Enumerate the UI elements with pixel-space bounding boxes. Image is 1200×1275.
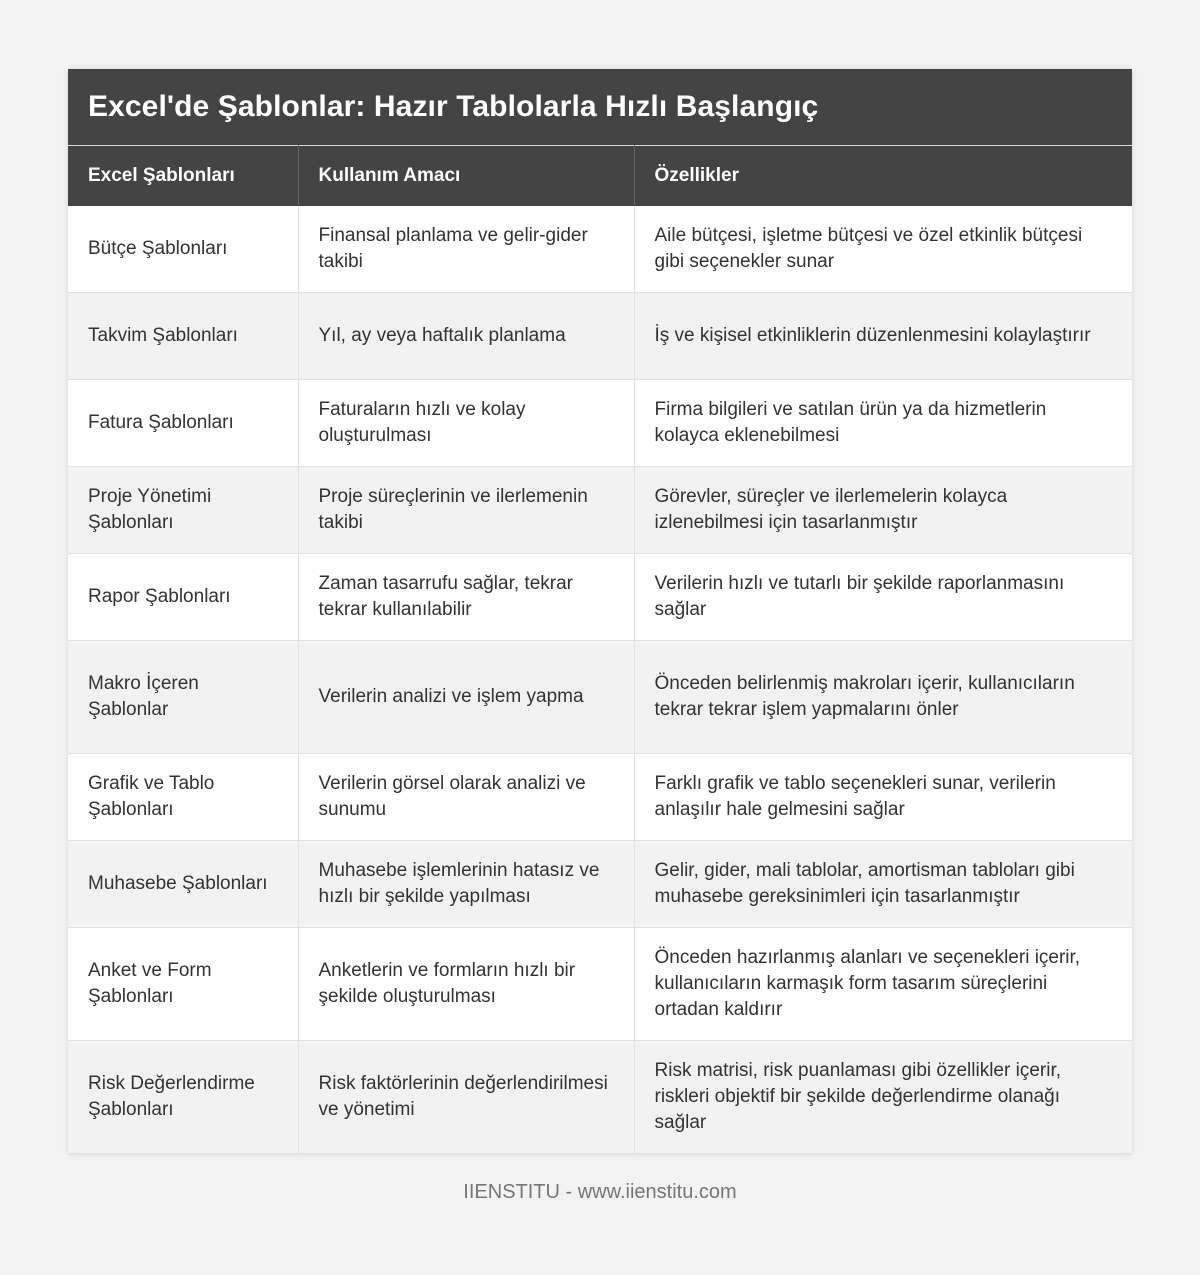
template-name-cell: Anket ve Form Şablonları <box>68 927 298 1040</box>
template-name-cell: Grafik ve Tablo Şablonları <box>68 753 298 840</box>
table-card <box>68 69 1132 1154</box>
table-row <box>68 640 1132 753</box>
features-cell: Aile bütçesi, işletme bütçesi ve özel etkinlik bütçesi gibi seçenekler sunar <box>634 206 1132 293</box>
features-cell: Verilerin hızlı ve tutarlı bir şekilde raporlanmasını sağlar <box>634 553 1132 640</box>
template-name-cell: Proje Yönetimi Şablonları <box>68 466 298 553</box>
table-row <box>68 753 1132 840</box>
table-row <box>68 466 1132 553</box>
features-cell: Önceden hazırlanmış alanları ve seçenekleri içerir, kullanıcıların karmaşık form tasarım süreçlerini ortadan kaldırır <box>634 927 1132 1040</box>
purpose-cell: Verilerin görsel olarak analizi ve sunumu <box>298 753 634 840</box>
purpose-cell: Proje süreçlerinin ve ilerlemenin takibi <box>298 466 634 553</box>
table-row <box>68 840 1132 927</box>
table-row <box>68 1040 1132 1153</box>
title-bar <box>68 69 1132 145</box>
table-row <box>68 292 1132 379</box>
purpose-cell: Zaman tasarrufu sağlar, tekrar tekrar kullanılabilir <box>298 553 634 640</box>
purpose-cell: Yıl, ay veya haftalık planlama <box>298 292 634 379</box>
table-row <box>68 379 1132 466</box>
table-row <box>68 927 1132 1040</box>
purpose-cell: Finansal planlama ve gelir-gider takibi <box>298 206 634 293</box>
column-header-features: Özellikler <box>634 146 1132 206</box>
template-name-cell: Bütçe Şablonları <box>68 206 298 293</box>
features-cell: Gelir, gider, mali tablolar, amortisman tabloları gibi muhasebe gereksinimleri için tasarlanmıştır <box>634 840 1132 927</box>
template-name-cell: Muhasebe Şablonları <box>68 840 298 927</box>
template-name-cell: Makro İçeren Şablonlar <box>68 640 298 753</box>
template-name-cell: Fatura Şablonları <box>68 379 298 466</box>
column-header-purpose: Kullanım Amacı <box>298 146 634 206</box>
purpose-cell: Risk faktörlerinin değerlendirilmesi ve yönetimi <box>298 1040 634 1153</box>
table-header-row <box>68 146 1132 206</box>
purpose-cell: Verilerin analizi ve işlem yapma <box>298 640 634 753</box>
column-header-templates: Excel Şablonları <box>68 146 298 206</box>
features-cell: Farklı grafik ve tablo seçenekleri sunar, verilerin anlaşılır hale gelmesini sağlar <box>634 753 1132 840</box>
purpose-cell: Muhasebe işlemlerinin hatasız ve hızlı bir şekilde yapılması <box>298 840 634 927</box>
features-cell: Risk matrisi, risk puanlaması gibi özellikler içerir, riskleri objektif bir şekilde değerlendirme olanağı sağlar <box>634 1040 1132 1153</box>
features-cell: İş ve kişisel etkinliklerin düzenlenmesini kolaylaştırır <box>634 292 1132 379</box>
features-cell: Firma bilgileri ve satılan ürün ya da hizmetlerin kolayca eklenebilmesi <box>634 379 1132 466</box>
features-cell: Görevler, süreçler ve ilerlemelerin kolayca izlenebilmesi için tasarlanmıştır <box>634 466 1132 553</box>
footer-credit: IIENSTITU - www.iienstitu.com <box>463 1181 737 1203</box>
template-name-cell: Rapor Şablonları <box>68 553 298 640</box>
features-cell: Önceden belirlenmiş makroları içerir, kullanıcıların tekrar tekrar işlem yapmalarını önler <box>634 640 1132 753</box>
template-name-cell: Risk Değerlendirme Şablonları <box>68 1040 298 1153</box>
table-row <box>68 553 1132 640</box>
templates-table <box>68 145 1132 1154</box>
template-name-cell: Takvim Şablonları <box>68 292 298 379</box>
table-row <box>68 206 1132 293</box>
purpose-cell: Faturaların hızlı ve kolay oluşturulması <box>298 379 634 466</box>
purpose-cell: Anketlerin ve formların hızlı bir şekilde oluşturulması <box>298 927 634 1040</box>
page-title: Excel'de Şablonlar: Hazır Tablolarla Hızlı Başlangıç <box>88 90 819 123</box>
